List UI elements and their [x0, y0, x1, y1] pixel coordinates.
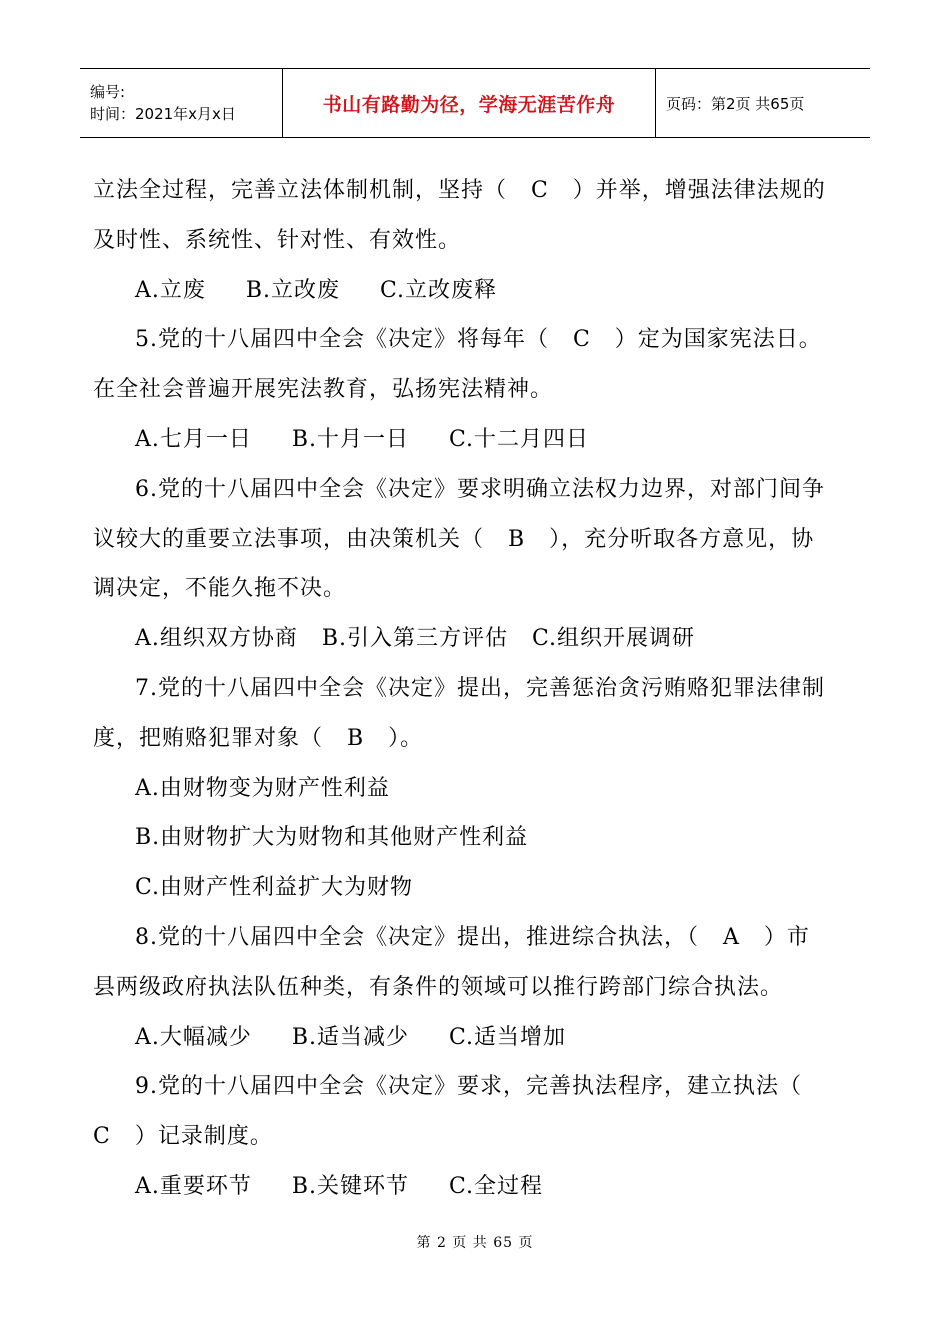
answer-options: A.大幅减少 B.适当减少 C.适当增加: [135, 1024, 567, 1050]
text-line: 立法全过程，完善立法体制机制，坚持（ C ）并举，增强法律法规的: [93, 178, 826, 203]
answer-option-b: B.由财物扩大为财物和其他财产性利益: [135, 825, 529, 851]
text-line: 在全社会普遍开展宪法教育，弘扬宪法精神。: [93, 377, 554, 403]
answer-options: A.重要环节 B.关键环节 C.全过程: [135, 1173, 544, 1199]
header-motto: 书山有路勤为径，学海无涯苦作舟: [282, 69, 656, 137]
text-line: 及时性、系统性、针对性、有效性。: [93, 227, 462, 253]
answer-option-c: C.由财产性利益扩大为财物: [135, 875, 414, 901]
header-meta: [80, 69, 282, 137]
answer-options: A.立废 B.立改废 C.立改废释: [135, 277, 498, 303]
page-header: [80, 68, 870, 138]
page-footer: 第 2 页 共 65 页: [416, 1235, 534, 1251]
answer-option-a: A.由财物变为财产性利益: [135, 775, 390, 801]
text-line: 调决定，不能久拖不决。: [93, 576, 347, 602]
text-line: 议较大的重要立法事项，由决策机关（ B ），充分听取各方意见，协: [93, 526, 815, 552]
question-6: 6.党的十八届四中全会《决定》要求明确立法权力边界，对部门间争: [135, 476, 825, 502]
header-page-info: 页码：第2页 共65页: [666, 94, 805, 113]
document-number-label: 编号:: [90, 83, 126, 101]
answer-options: A.七月一日 B.十月一日 C.十二月四日: [135, 426, 590, 452]
text-line: C ）记录制度。: [93, 1124, 273, 1150]
text-line: 度，把贿赂犯罪对象（ B ）。: [93, 725, 424, 751]
question-9: 9.党的十八届四中全会《决定》要求，完善执法程序，建立执法（: [135, 1074, 802, 1100]
question-5: 5.党的十八届四中全会《决定》将每年（ C ）定为国家宪法日。: [135, 327, 822, 353]
document-time-label: 时间：2021年x月x日: [90, 105, 236, 123]
question-8: 8.党的十八届四中全会《决定》提出，推进综合执法，（ A ）市: [135, 924, 810, 950]
text-line: 县两级政府执法队伍种类，有条件的领域可以推行跨部门综合执法。: [93, 974, 784, 1000]
question-7: 7.党的十八届四中全会《决定》提出，完善惩治贪污贿赂犯罪法律制: [135, 675, 825, 701]
answer-options: A.组织双方协商 B.引入第三方评估 C.组织开展调研: [135, 626, 696, 652]
document-body: [93, 166, 855, 1212]
